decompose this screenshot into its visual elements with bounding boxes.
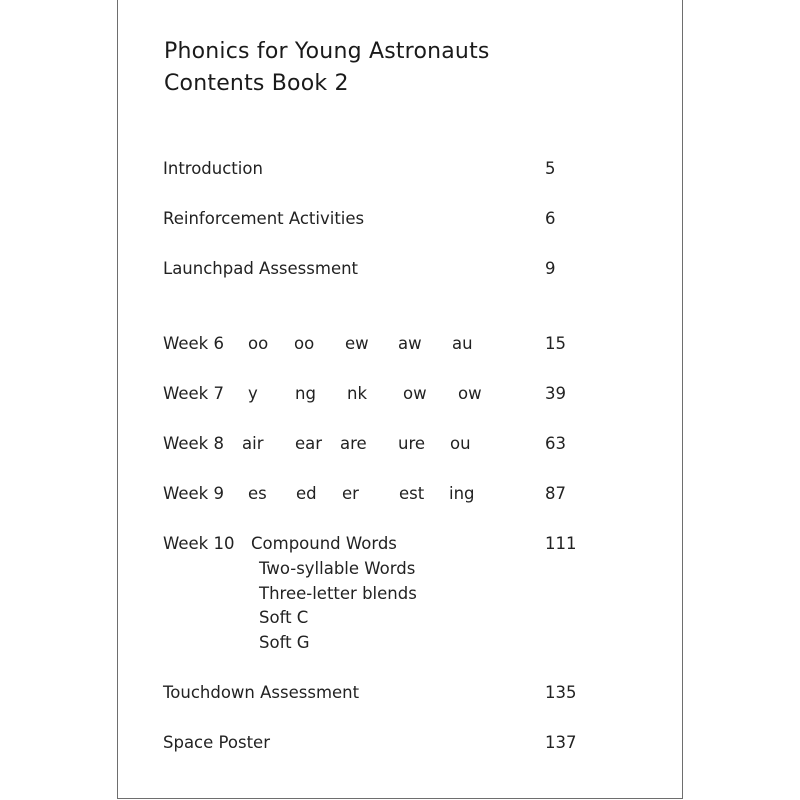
toc-page-touchdown: 135 <box>545 683 577 702</box>
week9-sound: est <box>399 484 425 503</box>
week6-sound: aw <box>398 334 422 353</box>
toc-page-poster: 137 <box>545 733 577 752</box>
week7-sound: ow <box>458 384 482 403</box>
toc-page-week9: 87 <box>545 484 566 503</box>
week8-sound: ou <box>450 434 471 453</box>
toc-entry-week10: Week 10 <box>163 534 235 553</box>
toc-page-reinforcement: 6 <box>545 209 556 228</box>
toc-page-week10: 111 <box>545 534 577 553</box>
week8-sound: are <box>340 434 367 453</box>
toc-entry-touchdown: Touchdown Assessment <box>163 683 360 702</box>
week9-sound: es <box>248 484 267 503</box>
toc-page-week8: 63 <box>545 434 566 453</box>
week7-sound: ow <box>403 384 427 403</box>
week8-sound: air <box>242 434 264 453</box>
week9-sound: er <box>342 484 359 503</box>
toc-page-introduction: 5 <box>545 159 556 178</box>
week7-sound: ng <box>295 384 316 403</box>
week10-topic: Three-letter blends <box>259 584 417 603</box>
toc-entry-launchpad: Launchpad Assessment <box>163 259 359 278</box>
week6-sound: oo <box>248 334 269 353</box>
week7-sound: nk <box>347 384 368 403</box>
toc-entry-week8: Week 8 <box>163 434 224 453</box>
week7-sound: y <box>248 384 258 403</box>
book-title: Phonics for Young Astronauts <box>164 39 490 64</box>
toc-page-launchpad: 9 <box>545 259 556 278</box>
week6-sound: au <box>452 334 473 353</box>
week9-sound: ing <box>449 484 475 503</box>
week8-sound: ure <box>398 434 426 453</box>
week9-sound: ed <box>296 484 317 503</box>
week10-topic: Soft G <box>259 633 310 652</box>
toc-entry-reinforcement: Reinforcement Activities <box>163 209 365 228</box>
toc-page-week7: 39 <box>545 384 566 403</box>
toc-entry-poster: Space Poster <box>163 733 270 752</box>
contents-heading: Contents Book 2 <box>164 71 349 96</box>
toc-entry-week6: Week 6 <box>163 334 224 353</box>
toc-page-week6: 15 <box>545 334 566 353</box>
week6-sound: oo <box>294 334 315 353</box>
week10-topic: Two-syllable Words <box>259 559 416 578</box>
toc-entry-week9: Week 9 <box>163 484 224 503</box>
week6-sound: ew <box>345 334 369 353</box>
week10-topic: Soft C <box>259 608 309 627</box>
toc-entry-introduction: Introduction <box>163 159 263 178</box>
week8-sound: ear <box>295 434 323 453</box>
week10-topic: Compound Words <box>251 534 397 553</box>
toc-entry-week7: Week 7 <box>163 384 224 403</box>
